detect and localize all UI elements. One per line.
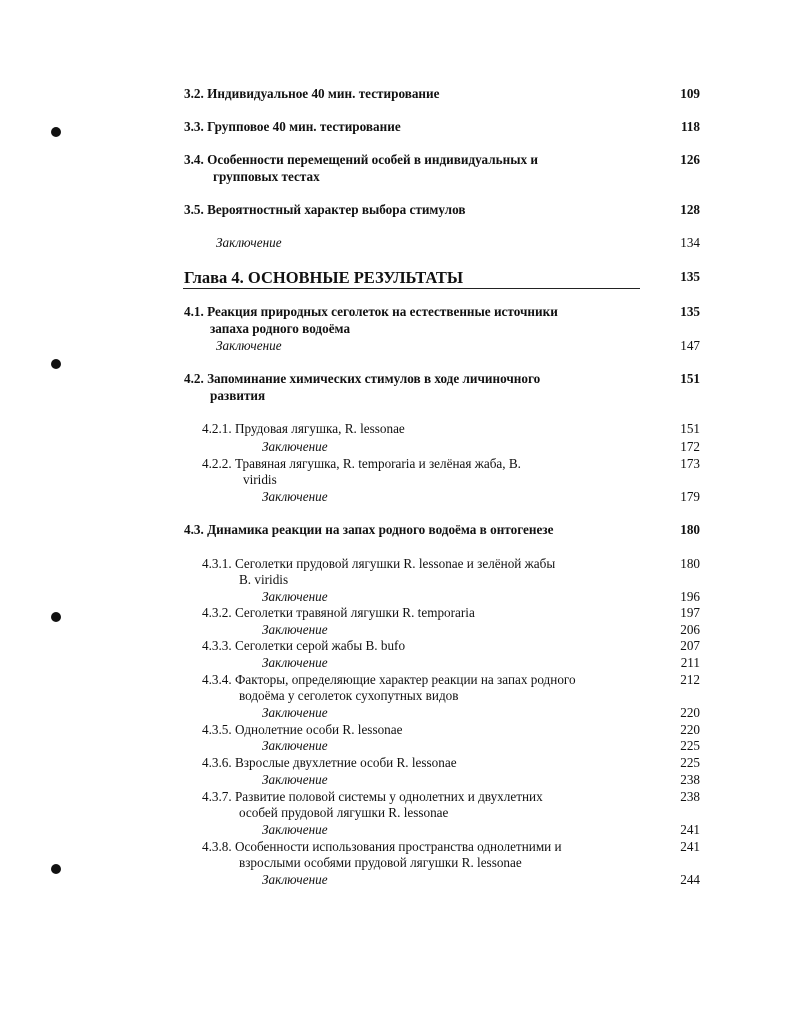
toc-entry-4-3-6-title: 4.3.6. Взрослые двухлетние особи R. lessonae bbox=[202, 755, 457, 770]
toc-entry-4-3-6-conclusion-page: 238 bbox=[680, 772, 700, 787]
toc-entry-4-2-title-line1: 4.2. Запоминание химических стимулов в ходе личиночного bbox=[184, 371, 541, 386]
toc-entry-4-3-7-conclusion: Заключение bbox=[262, 822, 328, 837]
toc-entry-4-3-7-title-line1: 4.3.7. Развитие половой системы у однолетних и двухлетних bbox=[202, 789, 543, 804]
toc-ch3-conclusion-title: Заключение bbox=[216, 235, 282, 250]
toc-entry-4-3-2-conclusion-page: 206 bbox=[680, 622, 700, 637]
toc-entry-4-2-1-conclusion-page: 172 bbox=[680, 439, 700, 454]
toc-entry-3-2-title: 3.2. Индивидуальное 40 мин. тестирование bbox=[184, 86, 440, 101]
toc-entry-3-4-title-line2: групповых тестах bbox=[213, 169, 320, 184]
toc-entry-4-2-1-conclusion: Заключение bbox=[262, 439, 328, 454]
toc-entry-4-1-conclusion: Заключение bbox=[216, 338, 282, 353]
toc-entry-4-3-3-page: 207 bbox=[680, 638, 700, 653]
toc-entry-4-3-3-conclusion: Заключение bbox=[262, 655, 328, 670]
toc-entry-4-1-conclusion-page: 147 bbox=[680, 338, 700, 353]
toc-entry-4-1-title-line2: запаха родного водоёма bbox=[210, 321, 351, 336]
toc-entry-3-3-page: 118 bbox=[680, 119, 700, 134]
chapter-4-underline bbox=[183, 288, 640, 289]
toc-entry-4-3-8-title-line1: 4.3.8. Особенности использования пространства однолетними и bbox=[202, 839, 562, 854]
toc-entry-4-1-page: 135 bbox=[680, 304, 700, 319]
toc-entry-4-3-4-page: 212 bbox=[680, 672, 700, 687]
toc-entry-4-1-title-line1: 4.1. Реакция природных сеголеток на естественные источники bbox=[184, 304, 558, 319]
toc-entry-4-2-2-title-line2: viridis bbox=[243, 472, 277, 487]
chapter-4-title: Глава 4. ОСНОВНЫЕ РЕЗУЛЬТАТЫ bbox=[184, 268, 464, 287]
toc-entry-4-2-1-page: 151 bbox=[680, 421, 700, 436]
toc-ch3-conclusion-page: 134 bbox=[680, 235, 700, 250]
toc-entry-4-3-7-conclusion-page: 241 bbox=[680, 822, 700, 837]
toc-entry-3-5-title: 3.5. Вероятностный характер выбора стимулов bbox=[184, 202, 466, 217]
toc-entry-4-3-6-conclusion: Заключение bbox=[262, 772, 328, 787]
toc-entry-4-3-4-title-line2: водоёма у сеголеток сухопутных видов bbox=[239, 688, 459, 703]
toc-entry-4-3-8-title-line2: взрослыми особями прудовой лягушки R. lessonae bbox=[239, 855, 522, 870]
toc-entry-4-3-5-conclusion-page: 225 bbox=[680, 738, 700, 753]
toc-entry-4-3-title: 4.3. Динамика реакции на запах родного водоёма в онтогенезе bbox=[184, 522, 554, 537]
punch-hole bbox=[51, 127, 61, 137]
toc-entry-4-3-3-conclusion-page: 211 bbox=[680, 655, 700, 670]
punch-hole bbox=[51, 864, 61, 874]
toc-entry-4-3-2-page: 197 bbox=[680, 605, 700, 620]
toc-entry-4-3-1-title-line2: B. viridis bbox=[239, 572, 289, 587]
toc-entry-4-3-8-page: 241 bbox=[680, 839, 700, 854]
toc-entry-4-3-3-title: 4.3.3. Сеголетки серой жабы B. bufo bbox=[202, 638, 406, 653]
toc-entry-4-3-4-conclusion-page: 220 bbox=[680, 705, 700, 720]
toc-entry-4-3-8-conclusion-page: 244 bbox=[680, 872, 700, 887]
toc-entry-4-3-5-page: 220 bbox=[680, 722, 700, 737]
toc-entry-4-2-1-title: 4.2.1. Прудовая лягушка, R. lessonae bbox=[202, 421, 405, 436]
toc-entry-4-3-1-page: 180 bbox=[680, 556, 700, 571]
toc-entry-4-3-5-title: 4.3.5. Однолетние особи R. lessonae bbox=[202, 722, 403, 737]
chapter-4-page: 135 bbox=[680, 269, 700, 284]
toc-entry-4-3-6-page: 225 bbox=[680, 755, 700, 770]
toc-entry-4-2-2-conclusion: Заключение bbox=[262, 489, 328, 504]
toc-entry-4-3-8-conclusion: Заключение bbox=[262, 872, 328, 887]
toc-entry-4-2-title-line2: развития bbox=[210, 388, 266, 403]
toc-entry-3-4-page: 126 bbox=[680, 152, 700, 167]
punch-hole bbox=[51, 612, 61, 622]
toc-entry-4-3-page: 180 bbox=[680, 522, 700, 537]
toc-entry-4-2-page: 151 bbox=[680, 371, 700, 386]
toc-entry-4-3-7-title-line2: особей прудовой лягушки R. lessonae bbox=[239, 805, 449, 820]
toc-entry-3-2-page: 109 bbox=[680, 86, 700, 101]
toc-entry-3-5-page: 128 bbox=[680, 202, 700, 217]
toc-entry-4-3-1-title-line1: 4.3.1. Сеголетки прудовой лягушки R. lessonae и зелёной жабы bbox=[202, 556, 556, 571]
punch-hole bbox=[51, 359, 61, 369]
toc-entry-3-3-title: 3.3. Групповое 40 мин. тестирование bbox=[184, 119, 401, 134]
toc-entry-4-2-2-page: 173 bbox=[680, 456, 700, 471]
toc-entry-4-2-2-conclusion-page: 179 bbox=[680, 489, 700, 504]
toc-entry-4-3-4-conclusion: Заключение bbox=[262, 705, 328, 720]
toc-entry-4-3-2-conclusion: Заключение bbox=[262, 622, 328, 637]
toc-entry-4-3-7-page: 238 bbox=[680, 789, 700, 804]
toc-entry-4-3-2-title: 4.3.2. Сеголетки травяной лягушки R. temporaria bbox=[202, 605, 475, 620]
toc-entry-4-3-5-conclusion: Заключение bbox=[262, 738, 328, 753]
toc-entry-3-4-title-line1: 3.4. Особенности перемещений особей в индивидуальных и bbox=[184, 152, 538, 167]
toc-entry-4-3-1-conclusion-page: 196 bbox=[680, 589, 700, 604]
toc-entry-4-3-4-title-line1: 4.3.4. Факторы, определяющие характер реакции на запах родного bbox=[202, 672, 576, 687]
toc-entry-4-2-2-title-line1: 4.2.2. Травяная лягушка, R. temporaria и зелёная жаба, B. bbox=[202, 456, 521, 471]
toc-entry-4-3-1-conclusion: Заключение bbox=[262, 589, 328, 604]
